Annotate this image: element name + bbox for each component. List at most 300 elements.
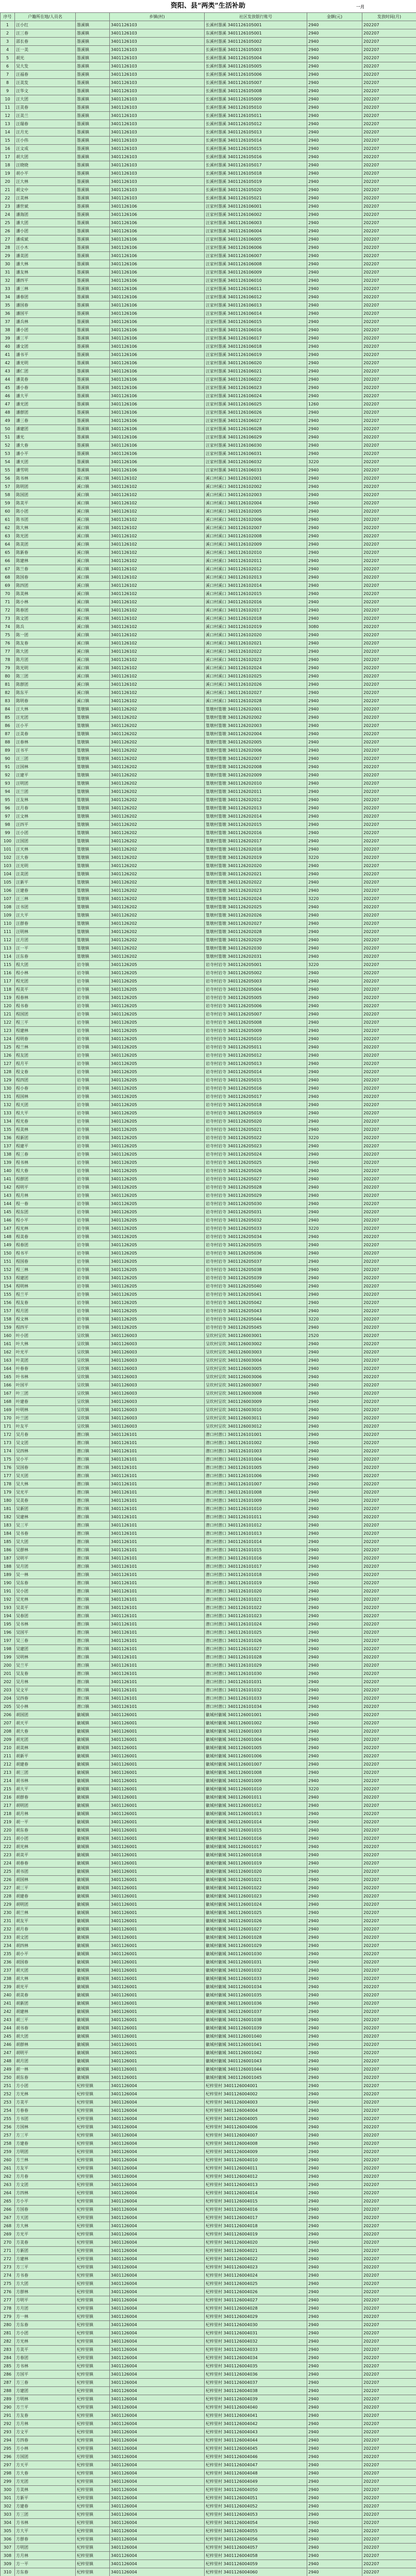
row-amount: 2940 <box>307 2197 362 2206</box>
table-row <box>1 1282 416 1291</box>
row-town: 杞梓里镇 <box>76 2502 110 2511</box>
row-index: 135 <box>1 1126 15 1134</box>
row-account: 岩寺村岩寺 3401126205020 <box>205 1117 307 1126</box>
row-town: 杞梓里镇 <box>76 2247 110 2255</box>
row-amount: 2940 <box>307 2181 362 2189</box>
row-town: 杞梓里镇 <box>76 2197 110 2206</box>
row-period: 202207 <box>362 1925 416 1934</box>
row-account: 杞梓里村 3401126004056 <box>205 2535 307 2544</box>
row-town-code: 3401126101 <box>110 1662 205 1670</box>
row-amount: 2940 <box>307 1291 362 1299</box>
row-index: 283 <box>1 2346 15 2354</box>
row-period: 202207 <box>362 1637 416 1645</box>
row-account: 溪口村溪口 3401126102004 <box>205 499 307 507</box>
row-town: 墨溪镇 <box>76 260 110 268</box>
row-amount: 2940 <box>307 2568 362 2576</box>
row-name: 胡春春 <box>15 1859 76 1868</box>
row-town: 墨溪镇 <box>76 277 110 285</box>
row-amount: 2940 <box>307 351 362 359</box>
row-town: 徽城镇 <box>76 2016 110 2024</box>
table-row <box>1 1777 416 1785</box>
row-town: 杞梓里镇 <box>76 2395 110 2403</box>
row-account: 呈坎村呈坎 3401126003009 <box>205 1398 307 1406</box>
row-index: 226 <box>1 1876 15 1884</box>
row-index: 96 <box>1 804 15 812</box>
row-town: 溪口镇 <box>76 549 110 557</box>
row-name: 胡天平 <box>15 1719 76 1727</box>
row-town: 杞梓里镇 <box>76 2131 110 2140</box>
row-index: 65 <box>1 549 15 557</box>
row-name: 胡国春 <box>15 1958 76 1967</box>
row-town: 潜口镇 <box>76 1645 110 1653</box>
row-town-code: 3401126004 <box>110 2461 205 2469</box>
row-town-code: 3401126004 <box>110 2354 205 2362</box>
row-index: 16 <box>1 145 15 153</box>
table-row <box>1 1711 416 1719</box>
row-town-code: 3401126101 <box>110 1431 205 1439</box>
table-row <box>1 2395 416 2403</box>
row-account: 杞梓里村 3401126004038 <box>205 2387 307 2395</box>
row-amount: 2940 <box>307 2247 362 2255</box>
row-town: 徽城镇 <box>76 1719 110 1727</box>
row-town: 篁墩镇 <box>76 763 110 771</box>
row-town-code: 3401126106 <box>110 252 205 260</box>
row-town-code: 3401126001 <box>110 2074 205 2082</box>
row-town: 徽城镇 <box>76 1843 110 1851</box>
row-period: 202207 <box>362 1406 416 1414</box>
row-name: 汪文成 <box>15 145 76 153</box>
row-period: 202207 <box>362 1571 416 1579</box>
row-index: 175 <box>1 1455 15 1464</box>
row-index: 49 <box>1 417 15 425</box>
row-account: 篁墩村篁墩 3401126202023 <box>205 887 307 895</box>
row-account: 汪家村墨溪 3401126106006 <box>205 244 307 252</box>
row-account: 潜口村潜口 3401126101007 <box>205 1480 307 1488</box>
table-row <box>1 779 416 788</box>
row-index: 107 <box>1 895 15 903</box>
row-town: 徽城镇 <box>76 1727 110 1736</box>
row-index: 173 <box>1 1439 15 1447</box>
row-amount: 2940 <box>307 1398 362 1406</box>
row-account: 杞梓里村 3401126004047 <box>205 2461 307 2469</box>
row-amount: 2940 <box>307 1892 362 1901</box>
row-name: 汪大春 <box>15 854 76 862</box>
table-row <box>1 2247 416 2255</box>
row-name: 程东团 <box>15 1208 76 1216</box>
row-period: 202207 <box>362 359 416 367</box>
row-period: 202207 <box>362 2568 416 2576</box>
row-amount: 2940 <box>307 1233 362 1241</box>
row-period: 202207 <box>362 532 416 540</box>
row-amount: 2940 <box>307 1521 362 1530</box>
table-row <box>1 1934 416 1942</box>
row-town: 墨溪镇 <box>76 235 110 244</box>
row-name: 陈友春 <box>15 639 76 648</box>
table-row <box>1 1868 416 1876</box>
row-account: 岩寺村岩寺 3401126205041 <box>205 1291 307 1299</box>
row-account: 岩寺村岩寺 3401126205031 <box>205 1208 307 1216</box>
table-row <box>1 1076 416 1084</box>
row-index: 125 <box>1 1043 15 1052</box>
row-index: 52 <box>1 442 15 450</box>
row-amount: 2940 <box>307 656 362 664</box>
row-index: 78 <box>1 656 15 664</box>
row-account: 篁墩村篁墩 3401126202029 <box>205 936 307 944</box>
row-town: 墨溪镇 <box>76 87 110 95</box>
row-town: 徽城镇 <box>76 2057 110 2065</box>
table-row <box>1 235 416 244</box>
row-period: 202207 <box>362 2280 416 2288</box>
table-row <box>1 268 416 277</box>
row-amount: 2940 <box>307 1694 362 1703</box>
row-name: 方四春 <box>15 2436 76 2445</box>
row-period: 202207 <box>362 367 416 376</box>
table-row <box>1 1835 416 1843</box>
row-period: 202207 <box>362 1835 416 1843</box>
row-period: 202207 <box>362 450 416 458</box>
table-row <box>1 384 416 392</box>
row-index: 70 <box>1 590 15 598</box>
row-account: 潜口村潜口 3401126101006 <box>205 1472 307 1480</box>
table-row <box>1 301 416 310</box>
row-index: 81 <box>1 681 15 689</box>
row-index: 293 <box>1 2428 15 2436</box>
table-row <box>1 153 416 161</box>
row-account: 呈坎村呈坎 3401126003005 <box>205 1365 307 1373</box>
row-town-code: 3401126004 <box>110 2230 205 2239</box>
row-account: 岩寺村岩寺 3401126205029 <box>205 1192 307 1200</box>
row-index: 239 <box>1 1983 15 1991</box>
row-name: 汪明林 <box>15 928 76 936</box>
row-period: 202207 <box>362 1744 416 1752</box>
row-town-code: 3401126001 <box>110 1958 205 1967</box>
row-index: 224 <box>1 1859 15 1868</box>
row-amount: 2940 <box>307 1662 362 1670</box>
row-index: 305 <box>1 2527 15 2535</box>
row-amount: 2940 <box>307 1150 362 1159</box>
row-account: 长溪村墨溪 3401126105001 <box>205 21 307 29</box>
row-account: 溪口村溪口 3401126102009 <box>205 540 307 549</box>
row-period: 202207 <box>362 2544 416 2552</box>
row-account: 岩寺村岩寺 3401126205034 <box>205 1233 307 1241</box>
row-town: 墨溪镇 <box>76 54 110 62</box>
row-period: 202207 <box>362 1480 416 1488</box>
row-index: 178 <box>1 1480 15 1488</box>
row-index: 75 <box>1 631 15 639</box>
row-town: 杞梓里镇 <box>76 2453 110 2461</box>
row-name: 方大春 <box>15 2469 76 2478</box>
row-account: 潜口村潜口 3401126101003 <box>205 1447 307 1455</box>
row-account: 汪家村墨溪 3401126106005 <box>205 235 307 244</box>
row-period: 202207 <box>362 829 416 837</box>
row-index: 201 <box>1 1670 15 1678</box>
row-town-code: 3401126101 <box>110 1571 205 1579</box>
row-period: 202207 <box>362 137 416 145</box>
row-name: 吴国平 <box>15 1629 76 1637</box>
row-amount: 2940 <box>307 1431 362 1439</box>
table-row <box>1 1991 416 1999</box>
row-amount: 2940 <box>307 1868 362 1876</box>
row-name: 程群团 <box>15 1175 76 1183</box>
row-town-code: 3401126102 <box>110 697 205 705</box>
row-index: 265 <box>1 2197 15 2206</box>
row-period: 202207 <box>362 2469 416 2478</box>
row-town: 墨溪镇 <box>76 194 110 202</box>
row-amount: 2940 <box>307 1769 362 1777</box>
row-town: 岩寺镇 <box>76 1175 110 1183</box>
row-account: 潜口村潜口 3401126101025 <box>205 1629 307 1637</box>
table-row <box>1 2164 416 2173</box>
row-period: 202207 <box>362 112 416 120</box>
table-row <box>1 1324 416 1332</box>
row-account: 杞梓里村 3401126004033 <box>205 2346 307 2354</box>
row-period: 202207 <box>362 1101 416 1109</box>
row-name: 胡群春 <box>15 1793 76 1802</box>
row-account: 徽城村徽城 3401126001016 <box>205 1835 307 1843</box>
row-name: 方光林 <box>15 2337 76 2346</box>
row-town: 岩寺镇 <box>76 1183 110 1192</box>
row-name: 汪四平 <box>15 821 76 829</box>
row-town-code: 3401126106 <box>110 466 205 474</box>
row-town: 杞梓里镇 <box>76 2206 110 2214</box>
row-period: 202207 <box>362 961 416 969</box>
row-account: 长溪村墨溪 3401126105018 <box>205 170 307 178</box>
row-account: 潜口村潜口 3401126101002 <box>205 1439 307 1447</box>
row-town-code: 3401126106 <box>110 359 205 367</box>
table-row <box>1 2527 416 2535</box>
row-town: 溪口镇 <box>76 557 110 565</box>
row-amount: 2940 <box>307 582 362 590</box>
row-name: 汪月光 <box>15 128 76 137</box>
table-row <box>1 648 416 656</box>
row-period: 202207 <box>362 2403 416 2412</box>
row-account: 徽城村徽城 3401126001019 <box>205 1859 307 1868</box>
table-row <box>1 1216 416 1225</box>
row-town-code: 3401126102 <box>110 639 205 648</box>
row-name: 程大平 <box>15 1109 76 1117</box>
table-row <box>1 1233 416 1241</box>
row-name: 潘三平 <box>15 334 76 343</box>
row-index: 188 <box>1 1563 15 1571</box>
row-period: 202207 <box>362 2354 416 2362</box>
row-amount: 2940 <box>307 1596 362 1604</box>
row-account: 杞梓里村 3401126004025 <box>205 2280 307 2288</box>
row-period: 202207 <box>362 763 416 771</box>
table-row <box>1 2214 416 2222</box>
row-town-code: 3401126001 <box>110 1892 205 1901</box>
table-row <box>1 582 416 590</box>
row-account: 杞梓里村 3401126004030 <box>205 2321 307 2329</box>
row-town: 岩寺镇 <box>76 1117 110 1126</box>
row-amount: 2940 <box>307 2486 362 2494</box>
row-name: 潘大平 <box>15 392 76 400</box>
row-amount: 2940 <box>307 1835 362 1843</box>
row-index: 76 <box>1 639 15 648</box>
row-period: 202207 <box>362 1225 416 1233</box>
row-name: 汪大团 <box>15 95 76 104</box>
row-town-code: 3401126202 <box>110 862 205 870</box>
row-account: 汪家村墨溪 3401126106027 <box>205 417 307 425</box>
row-period: 202207 <box>362 804 416 812</box>
row-name: 胡书春 <box>15 2024 76 2032</box>
row-index: 286 <box>1 2370 15 2379</box>
table-row <box>1 2107 416 2115</box>
row-index: 244 <box>1 2024 15 2032</box>
row-account: 篁墩村篁墩 3401126202028 <box>205 928 307 936</box>
row-account: 杞梓里村 3401126004050 <box>205 2486 307 2494</box>
row-account: 岩寺村岩寺 3401126205014 <box>205 1068 307 1076</box>
row-index: 151 <box>1 1258 15 1266</box>
row-town-code: 3401126205 <box>110 1192 205 1200</box>
row-period: 202207 <box>362 1843 416 1851</box>
table-row <box>1 491 416 499</box>
row-period: 202207 <box>362 2197 416 2206</box>
row-account: 长溪村墨溪 3401126105004 <box>205 54 307 62</box>
row-name: 吴大发 <box>15 62 76 71</box>
row-town-code: 3401126004 <box>110 2412 205 2420</box>
row-name: 胡建林 <box>15 2008 76 2016</box>
row-town: 徽城镇 <box>76 1950 110 1958</box>
row-index: 250 <box>1 2074 15 2082</box>
row-name: 吴四春 <box>15 1694 76 1703</box>
row-account: 徽城村徽城 3401126001018 <box>205 1851 307 1859</box>
row-account: 潜口村潜口 3401126101012 <box>205 1521 307 1530</box>
table-row <box>1 2403 416 2412</box>
row-town-code: 3401126004 <box>110 2304 205 2313</box>
row-town-code: 3401126205 <box>110 1134 205 1142</box>
row-index: 284 <box>1 2354 15 2362</box>
row-town-code: 3401126103 <box>110 120 205 128</box>
row-amount: 2940 <box>307 170 362 178</box>
row-period: 202207 <box>362 1241 416 1249</box>
row-index: 241 <box>1 1999 15 2008</box>
row-amount: 2940 <box>307 186 362 194</box>
row-amount: 2940 <box>307 1859 362 1868</box>
row-index: 50 <box>1 425 15 433</box>
table-row <box>1 1521 416 1530</box>
row-town-code: 3401126106 <box>110 244 205 252</box>
row-amount: 2940 <box>307 1126 362 1134</box>
row-index: 120 <box>1 1002 15 1010</box>
row-account: 汪家村墨溪 3401126106020 <box>205 359 307 367</box>
row-account: 岩寺村岩寺 3401126205030 <box>205 1200 307 1208</box>
row-town: 杞梓里镇 <box>76 2107 110 2115</box>
row-name: 胡三平 <box>15 2016 76 2024</box>
row-amount: 2940 <box>307 343 362 351</box>
row-account: 岩寺村岩寺 3401126205045 <box>205 1324 307 1332</box>
row-period: 202207 <box>362 854 416 862</box>
row-town: 岩寺镇 <box>76 1233 110 1241</box>
row-index: 72 <box>1 606 15 615</box>
table-row <box>1 1488 416 1497</box>
table-row <box>1 944 416 953</box>
row-name: 吴春团 <box>15 1612 76 1620</box>
row-town-code: 3401126003 <box>110 1422 205 1431</box>
row-town: 篁墩镇 <box>76 953 110 961</box>
row-town: 杞梓里镇 <box>76 2428 110 2436</box>
row-name: 程国春 <box>15 1258 76 1266</box>
table-row <box>1 1266 416 1274</box>
row-index: 121 <box>1 1010 15 1019</box>
table-row <box>1 714 416 722</box>
row-index: 289 <box>1 2395 15 2403</box>
row-amount: 2940 <box>307 615 362 623</box>
row-amount: 2940 <box>307 755 362 763</box>
row-amount: 2940 <box>307 178 362 186</box>
row-account: 岩寺村岩寺 3401126205040 <box>205 1282 307 1291</box>
table-row <box>1 1810 416 1818</box>
row-account: 篁墩村篁墩 3401126202014 <box>205 812 307 821</box>
row-town: 杞梓里镇 <box>76 2560 110 2568</box>
row-town-code: 3401126101 <box>110 1678 205 1686</box>
row-amount: 2940 <box>307 268 362 277</box>
row-town: 墨溪镇 <box>76 137 110 145</box>
row-amount: 2940 <box>307 1604 362 1612</box>
row-amount: 2940 <box>307 285 362 293</box>
row-name: 叶美团 <box>15 1357 76 1365</box>
row-account: 潜口村潜口 3401126101032 <box>205 1686 307 1694</box>
row-town-code: 3401126102 <box>110 491 205 499</box>
row-name: 程月团 <box>15 1307 76 1315</box>
row-account: 溪口村溪口 3401126102011 <box>205 557 307 565</box>
table-row <box>1 194 416 202</box>
row-amount: 2940 <box>307 46 362 54</box>
row-name: 潘大林 <box>15 260 76 268</box>
row-town: 杞梓里镇 <box>76 2189 110 2197</box>
row-index: 1 <box>1 21 15 29</box>
table-row <box>1 137 416 145</box>
row-period: 202207 <box>362 845 416 854</box>
row-index: 14 <box>1 128 15 137</box>
row-period: 202207 <box>362 87 416 95</box>
row-town: 溪口镇 <box>76 639 110 648</box>
row-town: 潜口镇 <box>76 1579 110 1587</box>
row-account: 汪家村墨溪 3401126106019 <box>205 351 307 359</box>
row-index: 195 <box>1 1620 15 1629</box>
row-town: 杞梓里镇 <box>76 2123 110 2131</box>
row-town-code: 3401126004 <box>110 2428 205 2436</box>
row-period: 202207 <box>362 2239 416 2247</box>
row-amount: 2940 <box>307 1241 362 1249</box>
table-row <box>1 1480 416 1488</box>
table-row <box>1 211 416 219</box>
row-period: 202207 <box>362 1175 416 1183</box>
table-row <box>1 2049 416 2057</box>
row-account: 长溪村墨溪 3401126105011 <box>205 112 307 120</box>
table-row <box>1 409 416 417</box>
row-amount: 2940 <box>307 145 362 153</box>
table-row <box>1 104 416 112</box>
row-town: 潜口镇 <box>76 1464 110 1472</box>
row-town: 墨溪镇 <box>76 71 110 79</box>
row-town-code: 3401126102 <box>110 664 205 672</box>
table-row <box>1 1027 416 1035</box>
row-account: 杞梓里村 3401126004006 <box>205 2123 307 2131</box>
row-town: 杞梓里镇 <box>76 2313 110 2321</box>
row-amount: 2940 <box>307 1538 362 1546</box>
row-town-code: 3401126103 <box>110 128 205 137</box>
row-amount: 2940 <box>307 763 362 771</box>
row-town: 徽城镇 <box>76 1859 110 1868</box>
row-account: 岩寺村岩寺 3401126205026 <box>205 1167 307 1175</box>
row-index: 276 <box>1 2288 15 2296</box>
row-town: 岩寺镇 <box>76 1068 110 1076</box>
row-period: 202207 <box>362 120 416 128</box>
row-period: 202207 <box>362 648 416 656</box>
row-name: 方小林 <box>15 2445 76 2453</box>
row-amount: 2940 <box>307 120 362 128</box>
row-index: 256 <box>1 2123 15 2131</box>
